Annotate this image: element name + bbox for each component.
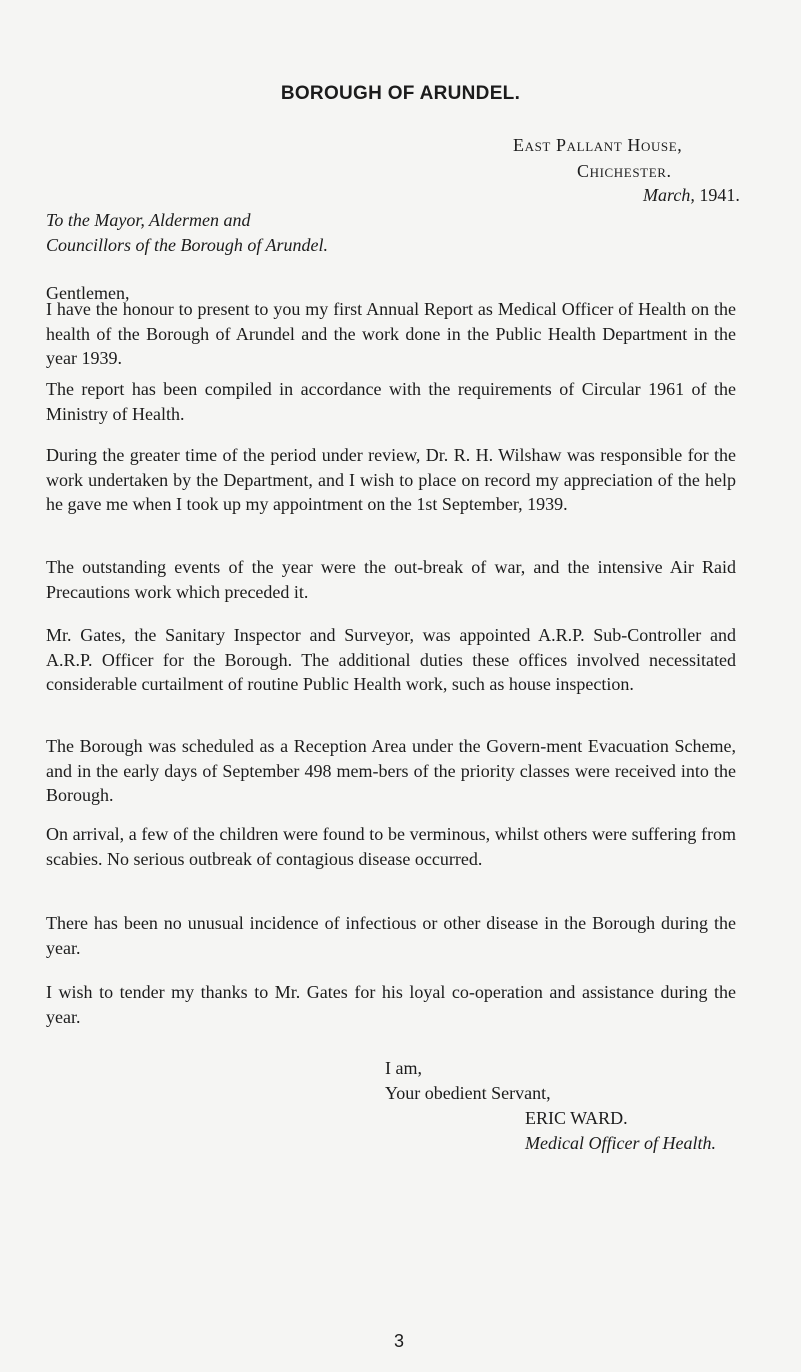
paragraph-5: Mr. Gates, the Sanitary Inspector and Surveyor, was appointed A.R.P. Sub-Controller and A.R.P. Officer for the Borough. The additional duties these offices involved necessitated considerable curtailment of routine Public Health work, such as house inspection. <box>46 625 736 694</box>
signatory-name: ERIC WARD. <box>525 1108 628 1128</box>
paragraph-8: There has been no unusual incidence of infectious or other disease in the Borough during the year. <box>46 913 736 958</box>
paragraph-7: On arrival, a few of the children were found to be verminous, whilst others were suffering from scabies. No serious outbreak of contagious disease occurred. <box>46 824 736 869</box>
letter-date <box>643 185 740 206</box>
address-line-2: Chichester. <box>577 161 672 181</box>
paragraph-1: I have the honour to present to you my first Annual Report as Medical Officer of Health on the health of the Borough of Arundel and the work done in the Public Health Department in the year 1939. <box>46 299 736 368</box>
address-line-1: East Pallant House, <box>513 135 683 155</box>
signatory-title: Medical Officer of Health. <box>525 1133 716 1153</box>
page-number: 3 <box>394 1331 405 1351</box>
recipient-line-2: Councillors of the Borough of Arundel. <box>46 235 328 255</box>
document-title: BOROUGH OF ARUNDEL. <box>280 83 521 104</box>
paragraph-3: During the greater time of the period under review, Dr. R. H. Wilshaw was responsible for the work undertaken by the Department, and I wish to place on record my appreciation of the help he gave me when I took up my appointment on the 1st September, 1939. <box>46 445 736 514</box>
date-year: 1941. <box>699 185 740 205</box>
closing-line-1: I am, <box>385 1058 422 1078</box>
paragraph-2: The report has been compiled in accordance with the requirements of Circular 1961 of the Ministry of Health. <box>46 379 736 424</box>
paragraph-9: I wish to tender my thanks to Mr. Gates for his loyal co-operation and assistance during the year. <box>46 982 736 1027</box>
salutation: Gentlemen, <box>46 283 130 303</box>
paragraph-4: The outstanding events of the year were the out-break of war, and the intensive Air Raid Precautions work which preceded it. <box>46 557 736 602</box>
date-month: March, <box>643 185 695 205</box>
recipient-line-1: To the Mayor, Aldermen and <box>46 210 251 230</box>
closing-line-2: Your obedient Servant, <box>385 1083 551 1103</box>
paragraph-6: The Borough was scheduled as a Reception Area under the Govern-ment Evacuation Scheme, and in the early days of September 498 mem-bers of the priority classes were received into the Borough. <box>46 736 736 805</box>
